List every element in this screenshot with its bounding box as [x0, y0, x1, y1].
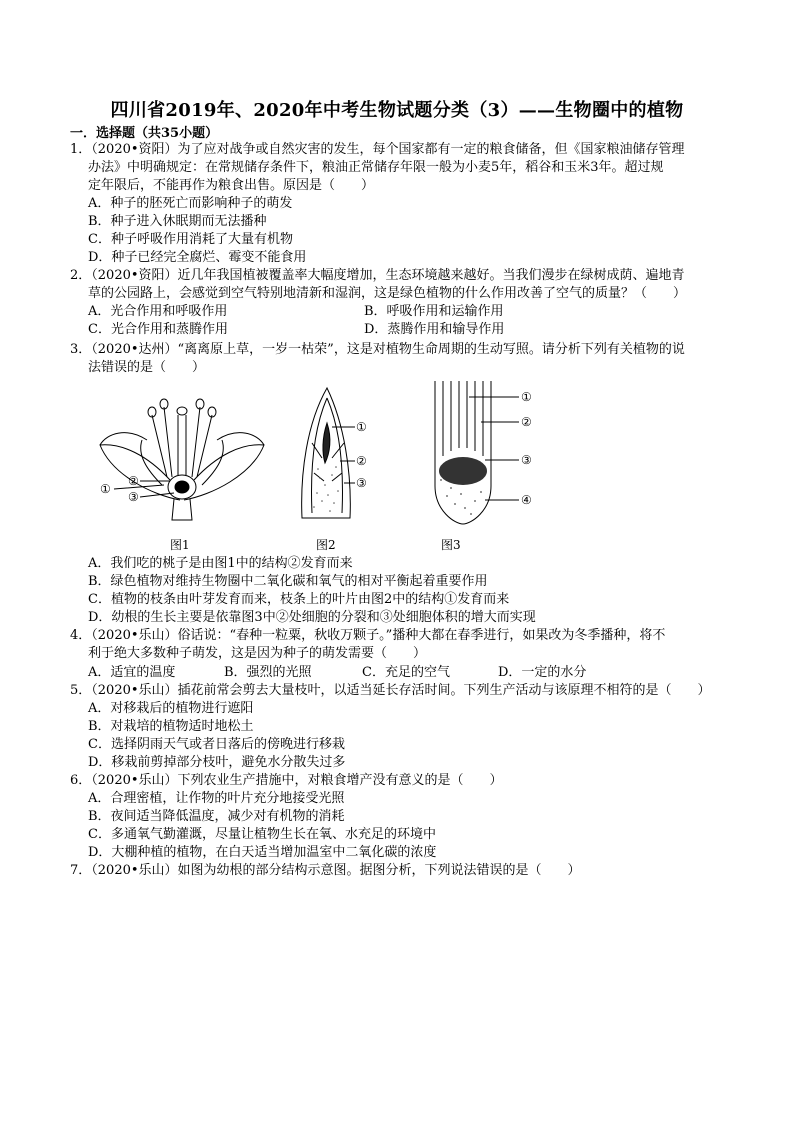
- q4-stem-line: 利于绝大多数种子萌发，这是因为种子的萌发需要（ ）: [88, 646, 427, 661]
- figure-2-label: 图2: [316, 538, 336, 552]
- marker-1: ①: [356, 420, 367, 434]
- q5-stem-line: 5．（2020•乐山）插花前常会剪去大量枝叶，以适当延长存活时间。下列生产活动与该原理不相符的是（ ）: [70, 683, 711, 698]
- marker-3: ③: [521, 453, 532, 467]
- q5-option-a: A．对移栽后的植物进行遮阳: [88, 701, 254, 716]
- q5-option-d: D．移栽前剪掉部分枝叶，避免水分散失过多: [88, 755, 346, 770]
- q3-stem-line: 法错误的是（ ）: [88, 360, 206, 375]
- figure-3-label: 图3: [441, 538, 461, 552]
- q6-stem-line: 6．（2020•乐山）下列农业生产措施中，对粮食增产没有意义的是（ ）: [70, 773, 503, 788]
- q5-option-c: C．选择阴雨天气或者日落后的傍晚进行移栽: [88, 737, 345, 752]
- root-tip-diagram: [425, 376, 545, 526]
- marker-2: ②: [521, 415, 532, 429]
- q2-option-c: C．光合作用和蒸腾作用: [88, 322, 228, 337]
- q4-option-a: A．适宜的温度: [88, 665, 176, 680]
- q1-option-b: B．种子进入休眠期而无法播种: [88, 214, 267, 229]
- marker-3: ③: [356, 476, 367, 490]
- q7-stem-line: 7．（2020•乐山）如图为幼根的部分结构示意图。据图分析，下列说法错误的是（ ）: [70, 863, 581, 878]
- marker-4: ④: [521, 493, 532, 507]
- q3-option-c: C．植物的枝条由叶芽发育而来，枝条上的叶片由图2中的结构①发育而来: [88, 592, 510, 607]
- marker-3: ③: [128, 490, 139, 504]
- q1-option-d: D．种子已经完全腐烂、霉变不能食用: [88, 250, 307, 265]
- q2-option-b: B．呼吸作用和运输作用: [364, 304, 504, 319]
- q6-option-b: B．夜间适当降低温度，减少对有机物的消耗: [88, 809, 345, 824]
- q4-option-d: D．一定的水分: [498, 665, 587, 680]
- q3-stem-line: 3．（2020•达州）“离离原上草，一岁一枯荣”，这是对植物生命周期的生动写照。请分析下列有关植物的说: [70, 342, 685, 357]
- q4-stem-line: 4．（2020•乐山）俗话说：“春种一粒粟，秋收万颗子。”播种大都在春季进行，如果改为冬季播种，将不: [70, 628, 666, 643]
- marker-1: ①: [100, 482, 111, 496]
- page-title: 四川省2019年、2020年中考生物试题分类（3）——生物圈中的植物: [110, 100, 684, 121]
- q3-option-b: B．绿色植物对维持生物圈中二氧化碳和氧气的相对平衡起着重要作用: [88, 574, 488, 589]
- q1-stem-line: 1．（2020•资阳）为了应对战争或自然灾害的发生，每个国家都有一定的粮食储备，但《国家粮油储存管理: [70, 142, 685, 157]
- q3-option-a: A．我们吃的桃子是由图1中的结构②发育而来: [88, 556, 353, 571]
- marker-1: ①: [521, 390, 532, 404]
- flower-diagram: [92, 385, 272, 525]
- q2-option-d: D．蒸腾作用和输导作用: [364, 322, 505, 337]
- q6-option-d: D．大棚种植的植物，在白天适当增加温室中二氧化碳的浓度: [88, 845, 437, 860]
- q4-option-c: C．充足的空气: [362, 665, 450, 680]
- q4-option-b: B．强烈的光照: [224, 665, 312, 680]
- figure-1-label: 图1: [170, 538, 190, 552]
- q1-option-c: C．种子呼吸作用消耗了大量有机物: [88, 232, 293, 247]
- q1-stem-line: 定年限后，不能再作为粮食出售。原因是（ ）: [88, 178, 375, 193]
- marker-2: ②: [128, 474, 139, 488]
- marker-2: ②: [356, 454, 367, 468]
- section-heading: 一．选择题（共35小题）: [70, 126, 219, 141]
- bud-diagram: [292, 383, 382, 523]
- q2-stem-line: 草的公园路上，会感觉到空气特别地清新和湿润，这是绿色植物的什么作用改善了空气的质量？（ ）: [88, 286, 687, 301]
- q6-option-a: A．合理密植，让作物的叶片充分地接受光照: [88, 791, 345, 806]
- q5-option-b: B．对栽培的植物适时地松土: [88, 719, 254, 734]
- q6-option-c: C．多通氧气勤灌溉，尽量让植物生长在氧、水充足的环境中: [88, 827, 436, 842]
- q1-option-a: A．种子的胚死亡而影响种子的萌发: [88, 196, 293, 211]
- q1-stem-line: 办法》中明确规定：在常规储存条件下，粮油正常储存年限一般为小麦5年，稻谷和玉米3年。超过规: [88, 160, 664, 175]
- q2-option-a: A．光合作用和呼吸作用: [88, 304, 228, 319]
- q2-stem-line: 2．（2020•资阳）近几年我国植被覆盖率大幅度增加，生态环境越来越好。当我们漫步在绿树成荫、遍地青: [70, 268, 685, 283]
- q3-option-d: D．幼根的生长主要是依靠图3中②处细胞的分裂和③处细胞体积的增大而实现: [88, 610, 536, 625]
